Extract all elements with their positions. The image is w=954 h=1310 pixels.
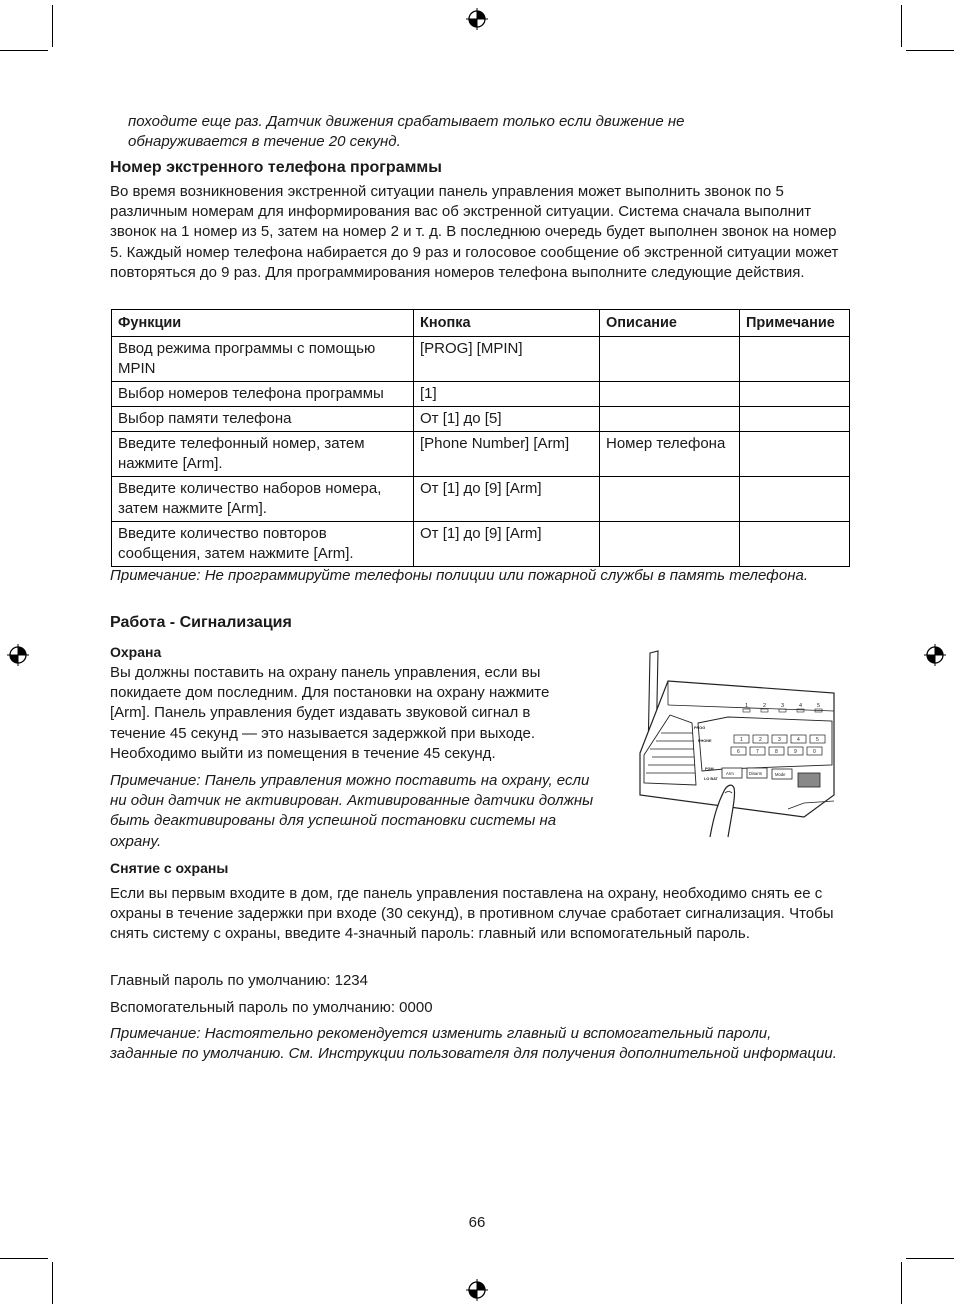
keypad-key-label: 3 <box>778 737 781 743</box>
registration-mark-icon <box>7 644 29 666</box>
crop-mark <box>0 1258 48 1259</box>
table-row <box>112 477 850 522</box>
program-table <box>111 309 850 567</box>
arm-subheading: Охрана <box>110 644 162 660</box>
table-cell <box>740 337 850 382</box>
emergency-heading: Номер экстренного телефона программы <box>110 159 442 176</box>
table-cell: Ввод режима программы с помощью MPIN <box>112 337 414 382</box>
side-label: PHONE <box>698 739 712 743</box>
zone-label: 2 <box>763 703 767 709</box>
zone-label: 5 <box>817 703 821 709</box>
zone-label: 3 <box>781 703 785 709</box>
table-cell: От [1] до [5] <box>414 407 600 432</box>
table-cell: Введите количество повторов сообщения, затем нажмите [Arm]. <box>112 522 414 567</box>
crop-mark <box>906 50 954 51</box>
crop-mark <box>52 5 53 47</box>
table-header-cell: Примечание <box>740 310 850 337</box>
keypad-key-label: 5 <box>816 737 819 743</box>
table-cell: Введите телефонный номер, затем нажмите [Arm]. <box>112 432 414 477</box>
table-cell <box>740 522 850 567</box>
table-cell <box>740 432 850 477</box>
button-label: Mode <box>775 772 786 777</box>
zone-label: 1 <box>745 703 749 709</box>
keypad-key-label: 9 <box>794 749 797 755</box>
table-row <box>112 382 850 407</box>
table-cell: [1] <box>414 382 600 407</box>
emergency-body: Во время возникновения экстренной ситуации панель управления может выполнить звонок по 5 различным номерам для информирования вас об экстренной ситуации. Система сначала выполнит звонок на 1 номер из 5, затем на номер 2 и т. д. В последнюю очередь будет выполнен звонок на номер 5. Каждый номер телефона набирается до 9 раз и голосовое сообщение об экстренной ситуации может повторяться до 9 раз. Для программирования номеров телефона выполните следующие действия. <box>110 183 839 281</box>
table-cell <box>600 382 740 407</box>
crop-mark <box>901 1262 902 1304</box>
arm-body: Вы должны поставить на охрану панель управления, если вы покидаете дом последним. Для постановки на охрану нажмите [Arm]. Панель управления будет издавать звуковой сигнал в течение 45 секунд — это называется задержкой при выходе. Необходимо выйти из помещения в течение 45 секунд. <box>110 664 550 762</box>
page-number: 66 <box>468 1214 486 1231</box>
table-header-cell: Описание <box>600 310 740 337</box>
disarm-body: Если вы первым входите в дом, где панель управления поставлена на охрану, необходимо снять ее с охраны в течение задержки при входе (30 секунд), в противном случае сработает сигнализация. Чтобы снять систему с охраны, введите 4-значный пароль: главный или вспомогательный пароль. <box>110 885 834 943</box>
keypad-key-label: 8 <box>775 749 778 755</box>
intro-continuation: походите еще раз. Датчик движения срабатывает только если движение не обнаруживается в течение 20 секунд. <box>128 113 685 151</box>
table-cell: От [1] до [9] [Arm] <box>414 522 600 567</box>
registration-mark-icon <box>924 644 946 666</box>
zone-label: 4 <box>799 703 803 709</box>
button-label: Disarm <box>749 771 763 776</box>
table-cell <box>600 337 740 382</box>
keypad-key-label: 6 <box>737 749 740 755</box>
button-label: Arm <box>726 771 734 776</box>
table-row <box>112 337 850 382</box>
table-cell: Выбор номеров телефона программы <box>112 382 414 407</box>
table-cell: Введите количество наборов номера, затем нажмите [Arm]. <box>112 477 414 522</box>
emergency-note: Примечание: Не программируйте телефоны полиции или пожарной службы в память телефона. <box>110 567 808 584</box>
keypad-key-label: 1 <box>740 737 743 743</box>
disarm-subheading: Снятие с охраны <box>110 860 229 876</box>
keypad-key-label: 2 <box>759 737 762 743</box>
crop-mark <box>0 50 48 51</box>
keypad-key-label: 7 <box>756 749 759 755</box>
registration-mark-icon <box>466 8 488 30</box>
table-cell: Номер телефона <box>600 432 740 477</box>
table-cell <box>740 407 850 432</box>
table-row <box>112 432 850 477</box>
keypad-key-label: 0 <box>813 749 816 755</box>
side-label: LO BAT <box>704 777 718 781</box>
table-cell <box>600 522 740 567</box>
alarm-heading: Работа - Сигнализация <box>110 614 292 631</box>
crop-mark <box>906 1258 954 1259</box>
table-cell: [Phone Number] [Arm] <box>414 432 600 477</box>
table-cell: [PROG] [MPIN] <box>414 337 600 382</box>
master-password-default: Главный пароль по умолчанию: 1234 <box>110 972 368 989</box>
table-row <box>112 407 850 432</box>
table-header-cell: Кнопка <box>414 310 600 337</box>
table-cell <box>600 477 740 522</box>
arm-note: Примечание: Панель управления можно поставить на охрану, если ни один датчик не активирован. Активированные датчики должны быть деактивированы для успешной постановки системы на охрану. <box>110 772 594 850</box>
side-label: PROG <box>694 726 706 730</box>
table-header-row <box>112 310 850 337</box>
table-cell <box>740 382 850 407</box>
side-label: PGM <box>705 767 714 771</box>
aux-password-default: Вспомогательный пароль по умолчанию: 0000 <box>110 999 433 1016</box>
crop-mark <box>901 5 902 47</box>
registration-mark-icon <box>466 1279 488 1301</box>
table-cell: От [1] до [9] [Arm] <box>414 477 600 522</box>
table-cell: Выбор памяти телефона <box>112 407 414 432</box>
control-panel-illustration <box>628 645 846 840</box>
table-cell <box>600 407 740 432</box>
disarm-note: Примечание: Настоятельно рекомендуется изменить главный и вспомогательный пароли, заданные по умолчанию. См. Инструкции пользователя для получения дополнительной информации. <box>110 1025 837 1063</box>
table-cell <box>740 477 850 522</box>
keypad-key-label: 4 <box>797 737 800 743</box>
crop-mark <box>52 1262 53 1304</box>
table-row <box>112 522 850 567</box>
display-window <box>798 773 820 787</box>
table-header-cell: Функции <box>112 310 414 337</box>
